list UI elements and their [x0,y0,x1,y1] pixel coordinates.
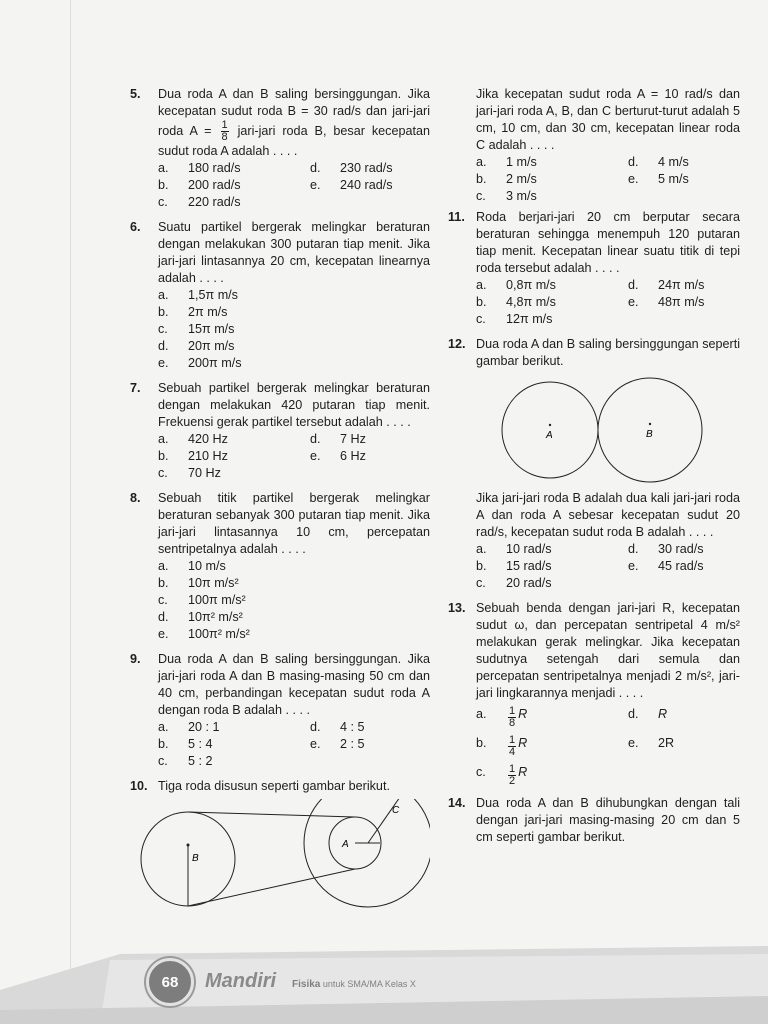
option-letter: a. [476,278,487,292]
option-text: 100π m/s² [188,593,246,607]
option[interactable] [476,311,628,328]
options [158,431,430,482]
fraction [508,764,516,787]
question-stem: Jika kecepatan sudut roda A = 10 rad/s dan jari-jari roda A, B, dan C berturut-turut adalah 5 cm, 10 cm, dan 30 cm, kecepatan linear roda C adalah . . . . [476,87,740,152]
question-number: 6. [130,220,141,234]
option[interactable] [628,541,768,558]
option-letter: d. [628,707,639,721]
option-symbol: R [518,736,528,750]
question-7 [130,380,430,482]
belt-bottom [188,869,355,906]
option-letter: b. [476,559,487,573]
option-letter: d. [628,278,639,292]
option[interactable] [158,575,430,592]
option-text: 4 : 5 [340,720,365,734]
option-letter: d. [158,610,169,624]
fraction-denominator: 8 [509,717,516,729]
option-letter: e. [310,449,321,463]
option[interactable] [158,177,310,194]
option-text: 30 rad/s [658,542,704,556]
brand-logo: Mandiri [205,970,277,992]
option-letter: a. [476,542,487,556]
option-letter: a. [158,559,169,573]
option-text: 6 Hz [340,449,366,463]
option-letter: e. [628,736,639,750]
option[interactable] [310,448,450,465]
question-10 [130,778,430,919]
option[interactable] [628,171,768,188]
center-b [187,844,190,847]
label-b: B [192,853,199,864]
option-letter: b. [476,736,487,750]
option-letter: a. [476,707,487,721]
option-letter: c. [476,189,486,203]
center-b [649,423,651,425]
option[interactable] [310,719,450,736]
option-letter: b. [476,172,487,186]
option-text: 4 m/s [658,155,689,169]
options [476,277,740,328]
options [158,160,430,211]
option[interactable] [310,431,450,448]
option-text: 220 rad/s [188,195,241,209]
options [476,706,740,787]
option[interactable] [158,465,310,482]
option-letter: c. [476,765,486,779]
question-9 [130,651,430,770]
option[interactable] [158,160,310,177]
question-stem [158,86,430,160]
center-a [549,424,551,426]
option[interactable] [158,609,430,626]
option-text: 200 rad/s [188,178,241,192]
question-5 [130,86,430,211]
three-wheel-figure [130,799,430,919]
option[interactable] [158,304,430,321]
option-letter: c. [158,466,168,480]
question-11 [448,209,740,328]
label-b: B [646,429,653,440]
book-subtitle [292,979,416,990]
option[interactable] [476,706,628,729]
option-letter: b. [158,576,169,590]
option-text: 2π m/s [188,305,228,319]
option[interactable] [158,355,430,372]
question-number: 11. [448,210,465,224]
option-symbol: R [518,707,528,721]
question-stem: Sebuah titik partikel bergerak melingkar beraturan sebanyak 300 putaran tiap menit. Jika jari-jari lintasannya 10 cm, percepatan sentripetalnya adalah . . . . [158,491,430,556]
option[interactable] [158,719,310,736]
question-14 [448,795,740,846]
stem-part-1: Dua roda A dan B saling bersinggungan. Jika kecepatan sudut roda B = 30 rad/s dan jari-jari roda A = [158,87,430,138]
option[interactable] [476,171,628,188]
option-text: 180 rad/s [188,161,241,175]
option[interactable] [310,177,450,194]
option[interactable] [628,558,768,575]
question-number: 5. [130,87,141,101]
option-text: 1 m/s [506,155,537,169]
options [158,287,430,372]
option-letter: a. [158,720,169,734]
question-6 [130,219,430,372]
fraction-numerator: 1 [509,734,516,746]
option-text: 1,5π m/s [188,288,238,302]
option[interactable] [158,448,310,465]
option-letter: c. [158,593,168,607]
option[interactable] [158,287,430,304]
option-text: 15π m/s [188,322,235,336]
options [158,719,430,770]
option-text: 24π m/s [658,278,705,292]
two-wheel-figure [498,374,738,484]
option-text: 45 rad/s [658,559,704,573]
options [158,558,430,643]
options [476,154,740,205]
option-letter: d. [310,161,321,175]
option[interactable] [158,338,430,355]
question-stem: Sebuah benda dengan jari-jari R, kecepatan sudut ω, dan percepatan sentripetal 4 m/s² melakukan gerak melingkar. Jika kecepatan sudutnya setengah dari semula dan percepatan sentripetalnya menjadi 2 m/s², jari-jari lingkarannya menjadi . . . . [476,601,740,700]
fraction-denominator: 4 [509,746,516,758]
option[interactable] [476,294,628,311]
label-a: A [342,839,349,850]
option-letter: e. [628,559,639,573]
option[interactable] [628,277,768,294]
option-text: 5 : 4 [188,737,213,751]
option-text: 70 Hz [188,466,221,480]
option[interactable] [628,294,768,311]
page-number: 68 [161,973,179,991]
option[interactable] [158,558,430,575]
fraction [221,120,229,143]
question-stem: Dua roda A dan B dihubungkan dengan tali dengan jari-jari masing-masing 20 cm dan 5 cm seperti gambar berikut. [476,796,740,844]
page-edge [70,0,71,1024]
option-letter: a. [158,161,169,175]
option-text: 48π m/s [658,295,705,309]
option-text: 5 : 2 [188,754,213,768]
option-text: 12π m/s [506,312,553,326]
question-stem: Suatu partikel bergerak melingkar beraturan dengan melakukan 300 putaran tiap menit. Jika jari-jari lintasannya 20 cm, kecepatan linearnya adalah . . . . [158,220,430,285]
option[interactable] [476,764,628,787]
option-text: 210 Hz [188,449,228,463]
option-text: 20 : 1 [188,720,220,734]
option[interactable] [476,188,628,205]
option-letter: e. [628,295,639,309]
option[interactable] [628,154,768,171]
fraction [508,706,516,729]
options [476,541,740,592]
option-text: 15 rad/s [506,559,552,573]
option-text: 10π m/s² [188,576,239,590]
option-text: 230 rad/s [340,161,393,175]
option-letter: e. [310,737,321,751]
option-text: 10π² m/s² [188,610,243,624]
option-letter: b. [158,449,169,463]
option-letter: d. [310,720,321,734]
option[interactable] [158,736,310,753]
option[interactable] [476,558,628,575]
option[interactable] [310,160,450,177]
question-number: 13. [448,601,466,615]
question-stem: Dua roda A dan B saling bersinggungan. Jika jari-jari roda A dan B masing-masing 50 cm dan 40 cm, perbandingan kecepatan sudut roda A dengan roda B adalah . . . . [158,652,430,717]
fraction-numerator: 1 [221,119,228,131]
option[interactable] [476,735,628,758]
option[interactable] [310,736,450,753]
fraction-numerator: 1 [509,705,516,717]
question-number: 9. [130,652,141,666]
question-stem: Tiga roda disusun seperti gambar berikut. [158,779,390,793]
option-letter: e. [628,172,639,186]
option[interactable] [476,541,628,558]
option-text: 5 m/s [658,172,689,186]
question-number: 10. [130,779,148,793]
label-c: C [392,805,400,816]
option-text: 420 Hz [188,432,228,446]
option[interactable] [476,277,628,294]
option-text: 3 m/s [506,189,537,203]
fraction-denominator: 2 [509,775,516,787]
fraction-numerator: 1 [509,763,516,775]
option-letter: e. [158,356,169,370]
option[interactable] [476,575,628,592]
fraction [508,735,516,758]
option[interactable] [476,154,628,171]
question-stem: Dua roda A dan B saling bersinggungan seperti gambar berikut. [476,337,740,368]
option-letter: b. [476,295,487,309]
option[interactable] [158,592,430,609]
question-number: 12. [448,337,466,351]
option[interactable] [158,626,430,643]
option-text: 2 m/s [506,172,537,186]
option-text: 200π m/s [188,356,242,370]
option[interactable] [628,706,768,729]
option-text: 7 Hz [340,432,366,446]
option-letter: b. [158,305,169,319]
option-letter: a. [158,288,169,302]
question-stem-continued: Jika jari-jari roda B adalah dua kali jari-jari roda A dan roda A sebesar kecepatan sudut 20 rad/s, kecepatan sudut roda B adalah . . . . [476,491,740,539]
option-symbol: R [518,765,528,779]
right-column [448,86,740,854]
option-letter: e. [310,178,321,192]
question-8 [130,490,430,643]
option-letter: c. [476,576,486,590]
option-text: R [658,707,668,721]
question-10-continued [448,86,740,205]
stem-part-2: jari-jari roda B, besar kecepatan sudut roda A adalah . . . . [158,123,431,158]
option-text: 10 m/s [188,559,226,573]
question-13 [448,600,740,787]
option[interactable] [158,431,310,448]
option-text: 10 rad/s [506,542,552,556]
option-text: 20 rad/s [506,576,552,590]
wheel-c [304,799,430,907]
option-letter: c. [476,312,486,326]
option-letter: a. [476,155,487,169]
question-number: 14. [448,796,466,810]
option-text: 100π² m/s² [188,627,250,641]
option[interactable] [158,194,310,211]
label-a: A [546,430,553,441]
subtitle-rest: untuk SMA/MA Kelas X [322,979,416,989]
fraction-denominator: 8 [221,131,228,143]
option-letter: c. [158,754,168,768]
left-column [130,86,430,927]
option-letter: c. [158,195,168,209]
page-number-badge [146,958,194,1006]
option-letter: d. [310,432,321,446]
option-text: 0,8π m/s [506,278,556,292]
option-letter: b. [158,737,169,751]
option-letter: b. [158,178,169,192]
option[interactable] [158,753,310,770]
option[interactable] [158,321,430,338]
question-stem: Sebuah partikel bergerak melingkar beraturan dengan melakukan 420 putaran tiap menit. Frekuensi gerak partikel tersebut adalah . . . . [158,381,430,429]
option-letter: a. [158,432,169,446]
option-letter: d. [628,542,639,556]
question-number: 7. [130,381,141,395]
question-stem: Roda berjari-jari 20 cm berputar secara beraturan sehingga menempuh 120 putaran tiap menit. Kecepatan linear suatu titik di tepi roda tersebut adalah . . . . [476,210,740,275]
option-letter: d. [158,339,169,353]
option-text: 2 : 5 [340,737,365,751]
option-text: 20π m/s [188,339,235,353]
option-text: 2R [658,736,675,750]
option-letter: e. [158,627,169,641]
belt-top [188,812,355,817]
question-12 [448,336,740,592]
question-number: 8. [130,491,141,505]
option-letter: c. [158,322,168,336]
option-text: 240 rad/s [340,178,393,192]
option[interactable] [628,735,768,758]
option-letter: d. [628,155,639,169]
option-text: 4,8π m/s [506,295,556,309]
subtitle-subject: Fisika [292,979,321,990]
